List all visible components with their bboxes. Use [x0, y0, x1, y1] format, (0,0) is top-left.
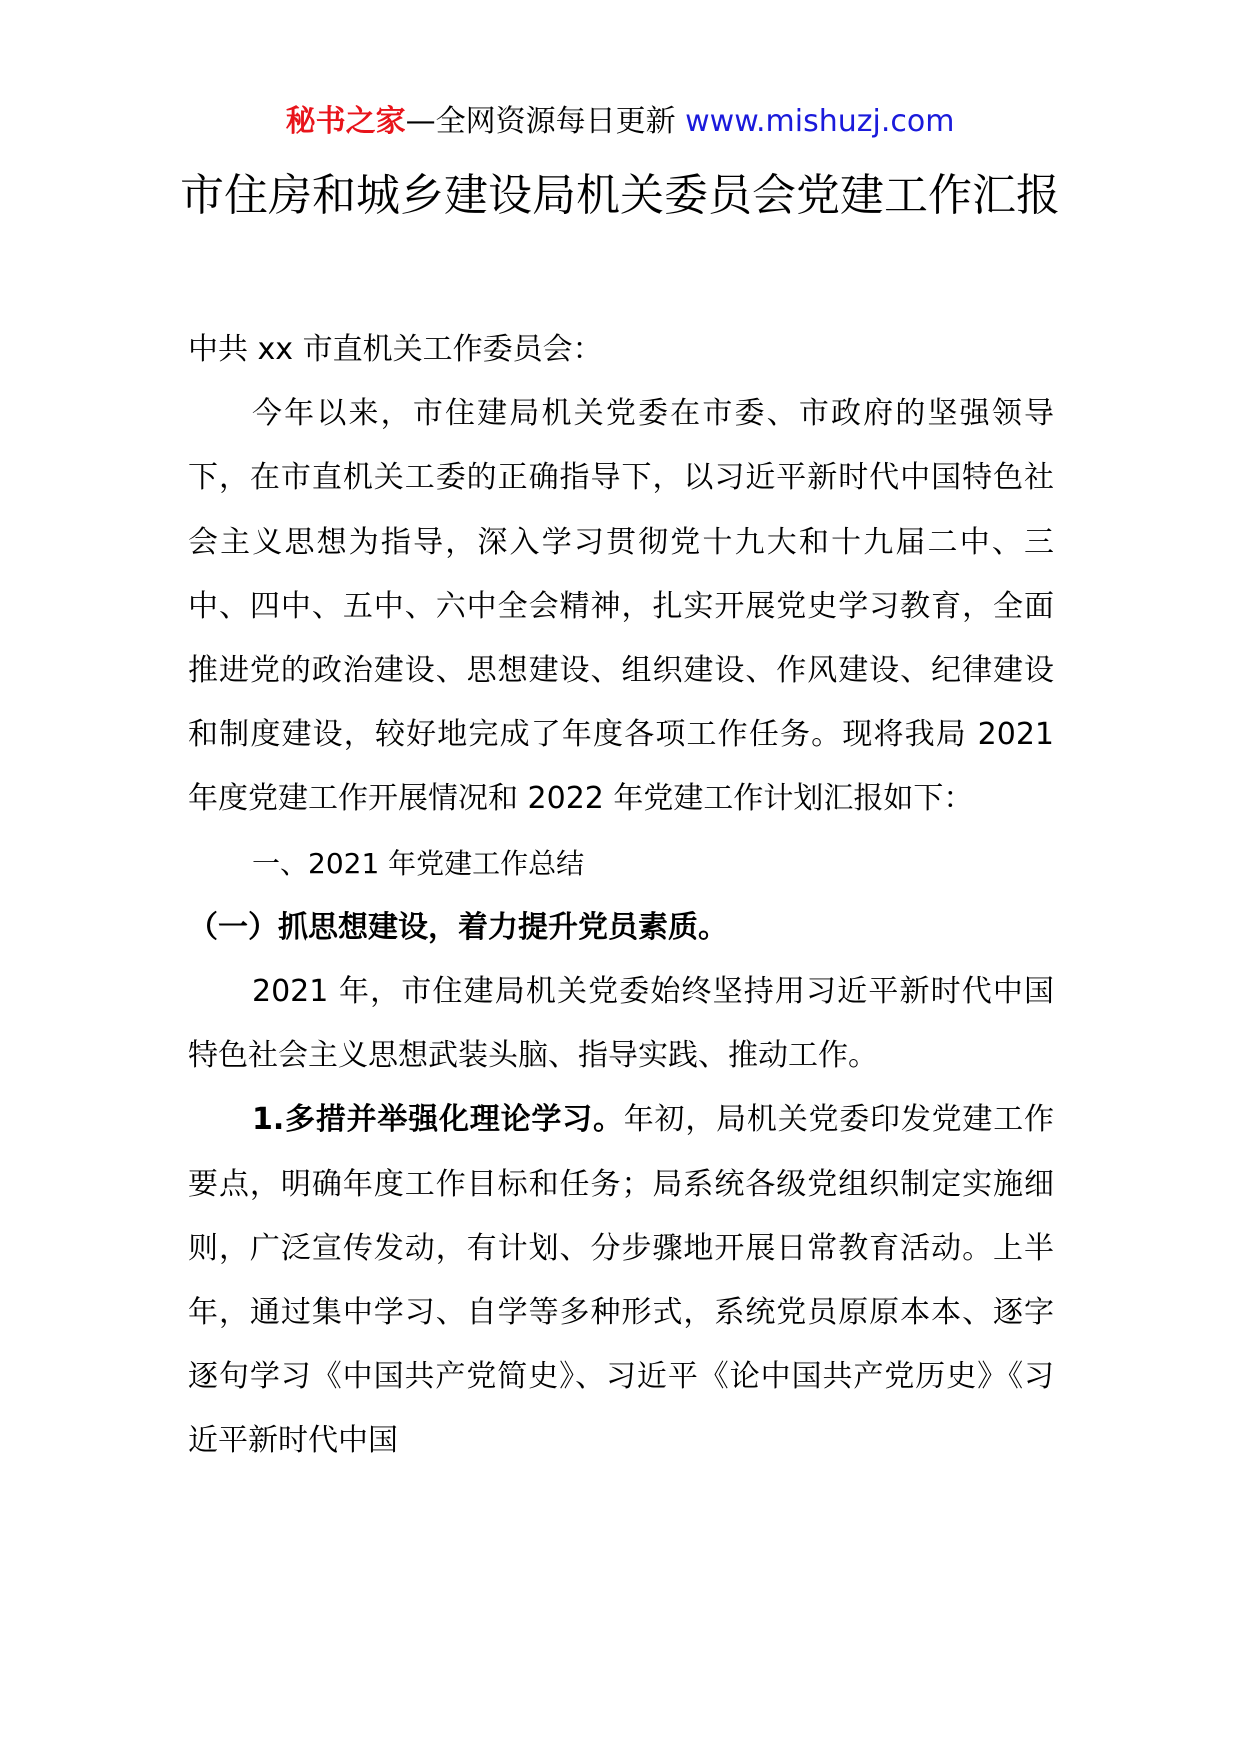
site-tagline: —全网资源每日更新	[405, 104, 676, 139]
subsection-heading: （一）抓思想建设，着力提升党员素质。	[188, 909, 728, 945]
document-title: 市住房和城乡建设局机关委员会党建工作汇报	[180, 170, 1060, 221]
intro-paragraph: 今年以来，市住建局机关党委在市委、市政府的坚强领导下，在市直机关工委的正确指导下，以习近平新时代中国特色社会主义思想为指导，深入学习贯彻党十九大和十九届二中、三中、四中、五中、六中全会精神，扎实开展党史学习教育，全面推进党的政治建设、思想建设、组织建设、作风建设、纪律建设和制度建设，较好地完成了年度各项工作任务。现将我局 2021 年度党建工作开展情况和 2022 年党建工作计划汇报如下：	[188, 396, 1054, 817]
site-header	[0, 100, 1240, 144]
subsection-paragraph: 2021 年，市住建局机关党委始终坚持用习近平新时代中国特色社会主义思想武装头脑、指导实践、推动工作。	[188, 974, 1054, 1074]
item-paragraph	[188, 1088, 1054, 1473]
salutation: 中共 xx 市直机关工作委员会：	[188, 332, 603, 367]
document-body	[188, 318, 1054, 1474]
site-url-link[interactable]: www.mishuzj.com	[685, 104, 955, 139]
item-lead: 1.多措并举强化理论学习。	[252, 1102, 624, 1138]
section-heading: 一、2021 年党建工作总结	[252, 846, 585, 880]
item-text: 年初，局机关党委印发党建工作要点，明确年度工作目标和任务；局系统各级党组织制定实施细则，广泛宣传发动，有计划、分步骤地开展日常教育活动。上半年，通过集中学习、自学等多种形式，系统党员原原本本、逐字逐句学习《中国共产党简史》、习近平《论中国共产党历史》《习近平新时代中国	[188, 1102, 1055, 1459]
site-brand: 秘书之家	[285, 104, 406, 139]
